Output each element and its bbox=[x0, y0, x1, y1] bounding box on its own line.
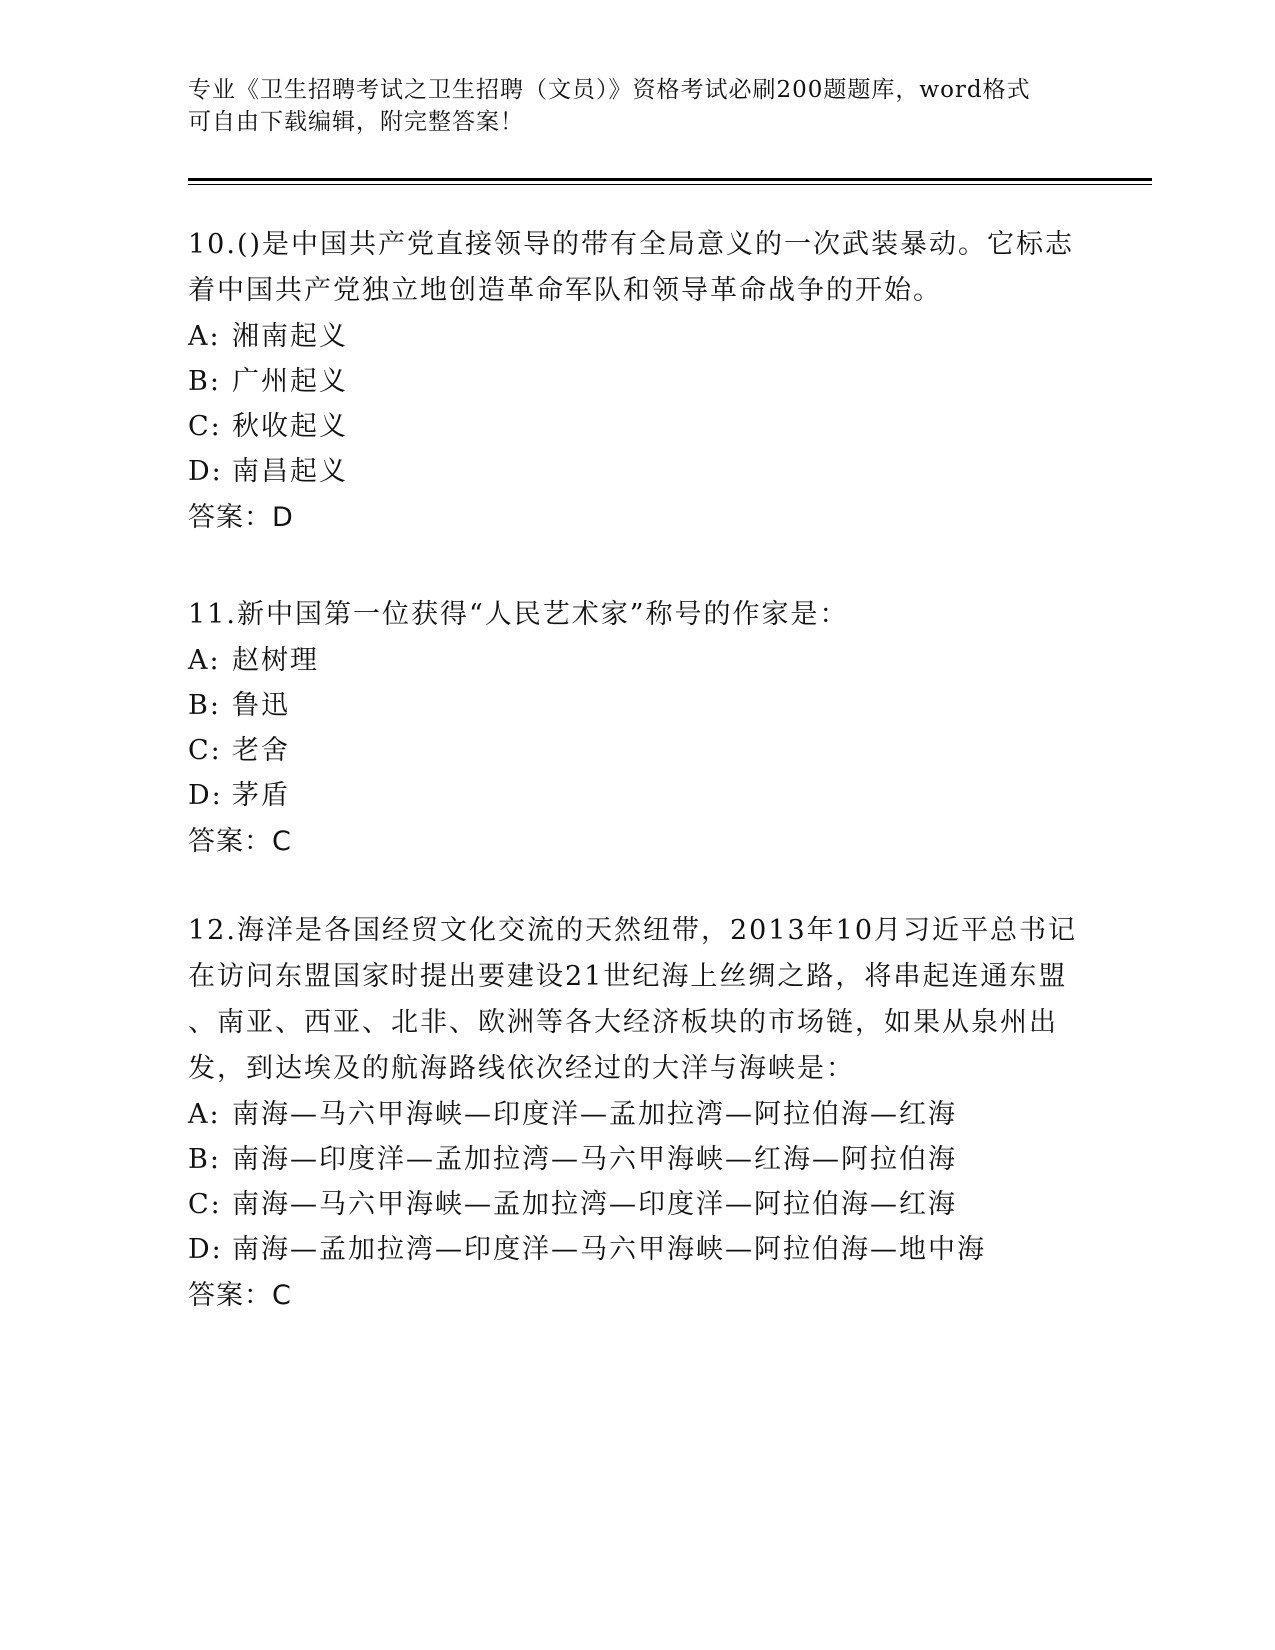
option-key: A: bbox=[188, 1099, 221, 1130]
question-11 bbox=[188, 592, 1088, 866]
question-stem-line: 12.海洋是各国经贸文化交流的天然纽带，2013年10月习近平总书记 bbox=[188, 915, 1078, 946]
option-b bbox=[188, 1137, 1088, 1182]
option-key: A: bbox=[188, 645, 221, 676]
option-text: 南海—孟加拉湾—印度洋—马六甲海峡—阿拉伯海—地中海 bbox=[232, 1234, 986, 1265]
answer-line: 答案：C bbox=[188, 826, 292, 857]
option-d bbox=[188, 773, 1088, 818]
option-text: 南海—马六甲海峡—印度洋—孟加拉湾—阿拉伯海—红海 bbox=[232, 1099, 957, 1130]
option-text: 老舍 bbox=[232, 735, 290, 766]
header-line-2: 可自由下载编辑，附完整答案！ bbox=[188, 109, 524, 135]
question-stem-line: 11.新中国第一位获得“人民艺术家”称号的作家是： bbox=[188, 599, 849, 630]
option-key: D: bbox=[188, 1234, 223, 1265]
header-line-1: 专业《卫生招聘考试之卫生招聘（文员）》资格考试必刷200题题库，word格式 bbox=[188, 77, 1031, 103]
option-key: C: bbox=[188, 1189, 222, 1220]
header-divider-thin bbox=[188, 184, 1152, 185]
option-key: B: bbox=[188, 1144, 221, 1175]
option-key: C: bbox=[188, 735, 222, 766]
question-stem-line: 、南亚、西亚、北非、欧洲等各大经济板块的市场链，如果从泉州出 bbox=[188, 1007, 1058, 1038]
answer-line: 答案：C bbox=[188, 1280, 292, 1311]
header-divider-thick bbox=[188, 178, 1152, 181]
option-d bbox=[188, 449, 1088, 494]
option-a bbox=[188, 1092, 1088, 1137]
option-text: 赵树理 bbox=[232, 645, 319, 676]
answer-line: 答案：D bbox=[188, 502, 294, 533]
option-key: A: bbox=[188, 321, 221, 352]
option-text: 南昌起义 bbox=[232, 456, 348, 487]
question-10 bbox=[188, 222, 1088, 542]
option-a bbox=[188, 638, 1088, 683]
option-text: 秋收起义 bbox=[232, 411, 348, 442]
option-c bbox=[188, 404, 1088, 449]
question-stem-line: 在访问东盟国家时提出要建设21世纪海上丝绸之路，将串起连通东盟 bbox=[188, 961, 1068, 992]
option-a bbox=[188, 314, 1088, 359]
option-text: 鲁迅 bbox=[232, 690, 290, 721]
option-c bbox=[188, 1182, 1088, 1227]
option-text: 南海—马六甲海峡—孟加拉湾—印度洋—阿拉伯海—红海 bbox=[232, 1189, 957, 1220]
option-text: 湘南起义 bbox=[232, 321, 348, 352]
question-stem-line: 发，到达埃及的航海路线依次经过的大洋与海峡是： bbox=[188, 1053, 855, 1084]
option-key: C: bbox=[188, 411, 222, 442]
document-header bbox=[188, 74, 1088, 138]
option-key: D: bbox=[188, 456, 223, 487]
question-12 bbox=[188, 908, 1088, 1320]
option-c bbox=[188, 728, 1088, 773]
question-stem-line: 10.()是中国共产党直接领导的带有全局意义的一次武装暴动。它标志 bbox=[188, 229, 1075, 260]
option-key: D: bbox=[188, 780, 223, 811]
option-text: 南海—印度洋—孟加拉湾—马六甲海峡—红海—阿拉伯海 bbox=[232, 1144, 957, 1175]
option-b bbox=[188, 359, 1088, 404]
option-d bbox=[188, 1227, 1088, 1272]
option-text: 茅盾 bbox=[232, 780, 290, 811]
option-b bbox=[188, 683, 1088, 728]
option-key: B: bbox=[188, 366, 221, 397]
question-stem-line: 着中国共产党独立地创造革命军队和领导革命战争的开始。 bbox=[188, 275, 942, 306]
option-text: 广州起义 bbox=[232, 366, 348, 397]
option-key: B: bbox=[188, 690, 221, 721]
